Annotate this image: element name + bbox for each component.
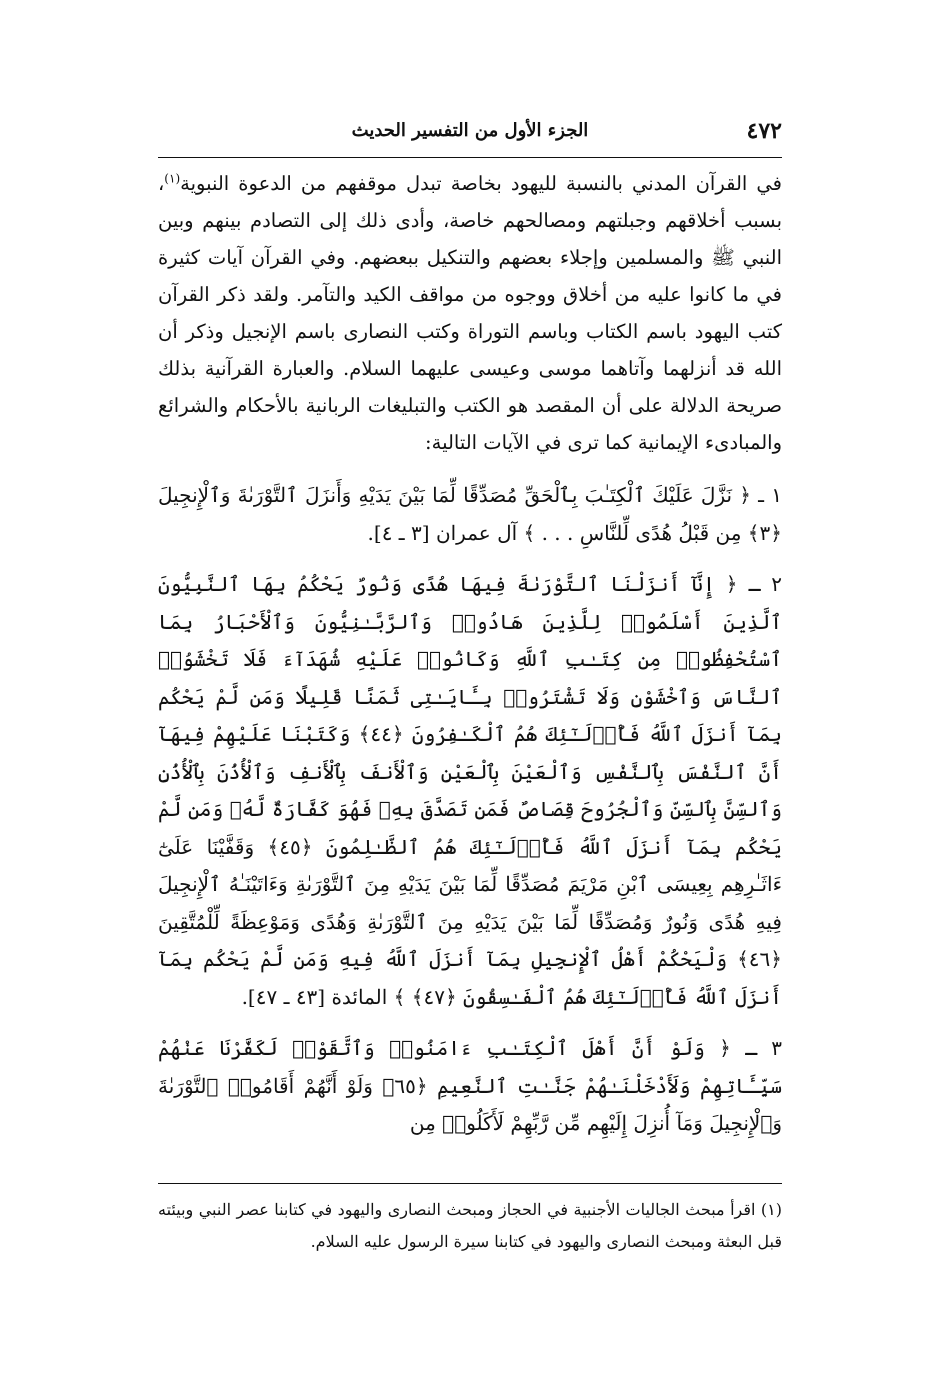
running-title: الجزء الأول من التفسير الحديث <box>351 120 589 141</box>
footnote: (١) اقرأ مبحث الجاليات الأجنبية في الحجاز ومبحث النصارى واليهود في كتابنا عصر النبي وبيئته قبل البعثة ومبحث النصارى واليهود في كتابنا سيرة الرسول عليه السلام. <box>158 1200 782 1251</box>
page-body <box>158 165 782 1143</box>
header-divider <box>158 157 782 158</box>
verse-block-2: ٢ ـ ﴿ إِنَّآ أَنزَلْنَا ٱلتَّوْرَىٰةَ فِيهَا هُدًى وَنُورٌ يَحْكُمُ بِهَا ٱلنَّبِيُّونَ ٱلَّذِينَ أَسْلَمُوا۟ لِلَّذِينَ هَادُوا۟ وَٱلرَّبَّـٰنِيُّونَ وَٱلْأَحْبَارُ بِمَا ٱسْتُحْفِظُوا۟ مِن كِتَـٰبِ ٱللَّهِ وَكَانُوا۟ عَلَيْهِ شُهَدَآءَ فَلَا تَخْشَوُا۟ ٱلنَّاسَ وَٱخْشَوْنِ وَلَا تَشْتَرُوا۟ بِـَٔايَـٰتِى ثَمَنًا قَلِيلًا وَمَن لَّمْ يَحْكُم بِمَآ أَنزَلَ ٱللَّهُ فَأُو۟لَـٰٓئِكَ هُمُ ٱلْكَـٰفِرُونَ ﴿٤٤﴾ وَكَتَبْنَا عَلَيْهِمْ فِيهَآ أَنَّ ٱلنَّفْسَ بِٱلنَّفْسِ وَٱلْعَيْنَ بِٱلْعَيْنِ وَٱلْأَنفَ بِٱلْأَنفِ وَٱلْأُذُنَ بِٱلْأُذُنِ وَٱلسِّنَّ بِٱلسِّنِّ وَٱلْجُرُوحَ قِصَاصٌ فَمَن تَصَدَّقَ بِهِۦ فَهُوَ كَفَّارَةٌ لَّهُۥ وَمَن لَّمْ يَحْكُم بِمَآ أَنزَلَ ٱللَّهُ فَأُو۟لَـٰٓئِكَ هُمُ ٱلظَّـٰلِمُونَ ﴿٤٥﴾ وَقَفَّيْنَا عَلَىٰٓ ءَاثَـٰرِهِم بِعِيسَى ٱبْنِ مَرْيَمَ مُصَدِّقًا لِّمَا بَيْنَ يَدَيْهِ مِنَ ٱلتَّوْرَىٰةِ وَءَاتَيْنَـٰهُ ٱلْإِنجِيلَ فِيهِ هُدًى وَنُورٌ وَمُصَدِّقًا لِّمَا بَيْنَ يَدَيْهِ مِنَ ٱلتَّوْرَىٰةِ وَهُدًى وَمَوْعِظَةً لِّلْمُتَّقِينَ ﴿٤٦﴾ وَلْيَحْكُمْ أَهْلُ ٱلْإِنجِيلِ بِمَآ أَنزَلَ ٱللَّهُ فِيهِ وَمَن لَّمْ يَحْكُم بِمَآ أَنزَلَ ٱللَّهُ فَأُو۟لَـٰٓئِكَ هُمُ ٱلْفَـٰسِقُونَ ﴿٤٧﴾ ﴾ المائدة [٤٣ ـ ٤٧]. <box>158 572 782 1009</box>
intro-rest: ، بسبب أخلاقهم وجبلتهم ومصالحهم خاصة، وأدى ذلك إلى التصادم بينهم وبين النبي ﷺ والمسلمين وإجلاء بعضهم والتنكيل ببعضهم. وفي القرآن آيات كثيرة في ما كانوا عليه من أخلاق ووجوه من مواقف الكيد والتآمر. ولقد ذكر القرآن كتب اليهود باسم الكتاب وباسم التوراة وكتب النصارى باسم الإنجيل وذكر أن الله قد أنزلهما وآتاهما موسى وعيسى عليهما السلام. والعبارة القرآنية بذلك صريحة الدلالة على أن المقصد هو الكتب والتبليغات الربانية بالأحكام والشرائع والمبادىء الإيمانية كما ترى في الآيات التالية: <box>158 172 782 454</box>
intro-text: في القرآن المدني بالنسبة لليهود بخاصة تبدل موقفهم من الدعوة النبوية <box>180 172 782 195</box>
intro-paragraph <box>158 165 782 461</box>
page-header <box>158 118 782 154</box>
verse-block-3: ٣ ـ ﴿ وَلَوْ أَنَّ أَهْلَ ٱلْكِتَـٰبِ ءَامَنُوا۟ وَٱتَّقَوْا۟ لَكَفَّرْنَا عَنْهُمْ سَيِّـَٔاتِهِمْ وَلَأَدْخَلْنَـٰهُمْ جَنَّـٰتِ ٱلنَّعِيمِ ﴿٦٥﴾ وَلَوْ أَنَّهُمْ أَقَامُوا۟ ٱلتَّوْرَىٰةَ وَٱلْإِنجِيلَ وَمَآ أُنزِلَ إِلَيْهِم مِّن رَّبِّهِمْ لَأَكَلُوا۟ مِن <box>158 1036 782 1135</box>
footnote-divider <box>158 1183 782 1184</box>
verse-block-1: ١ ـ ﴿ نَزَّلَ عَلَيْكَ ٱلْكِتَـٰبَ بِٱلْحَقِّ مُصَدِّقًا لِّمَا بَيْنَ يَدَيْهِ وَأَنزَلَ ٱلتَّوْرَىٰةَ وَٱلْإِنجِيلَ ﴿٣﴾ مِن قَبْلُ هُدًى لِّلنَّاسِ . . . ﴾ آل عمران [٣ ـ ٤]. <box>158 483 782 545</box>
page-number: ٤٧٢ <box>746 118 782 144</box>
footnote-marker: (١) <box>164 171 181 186</box>
